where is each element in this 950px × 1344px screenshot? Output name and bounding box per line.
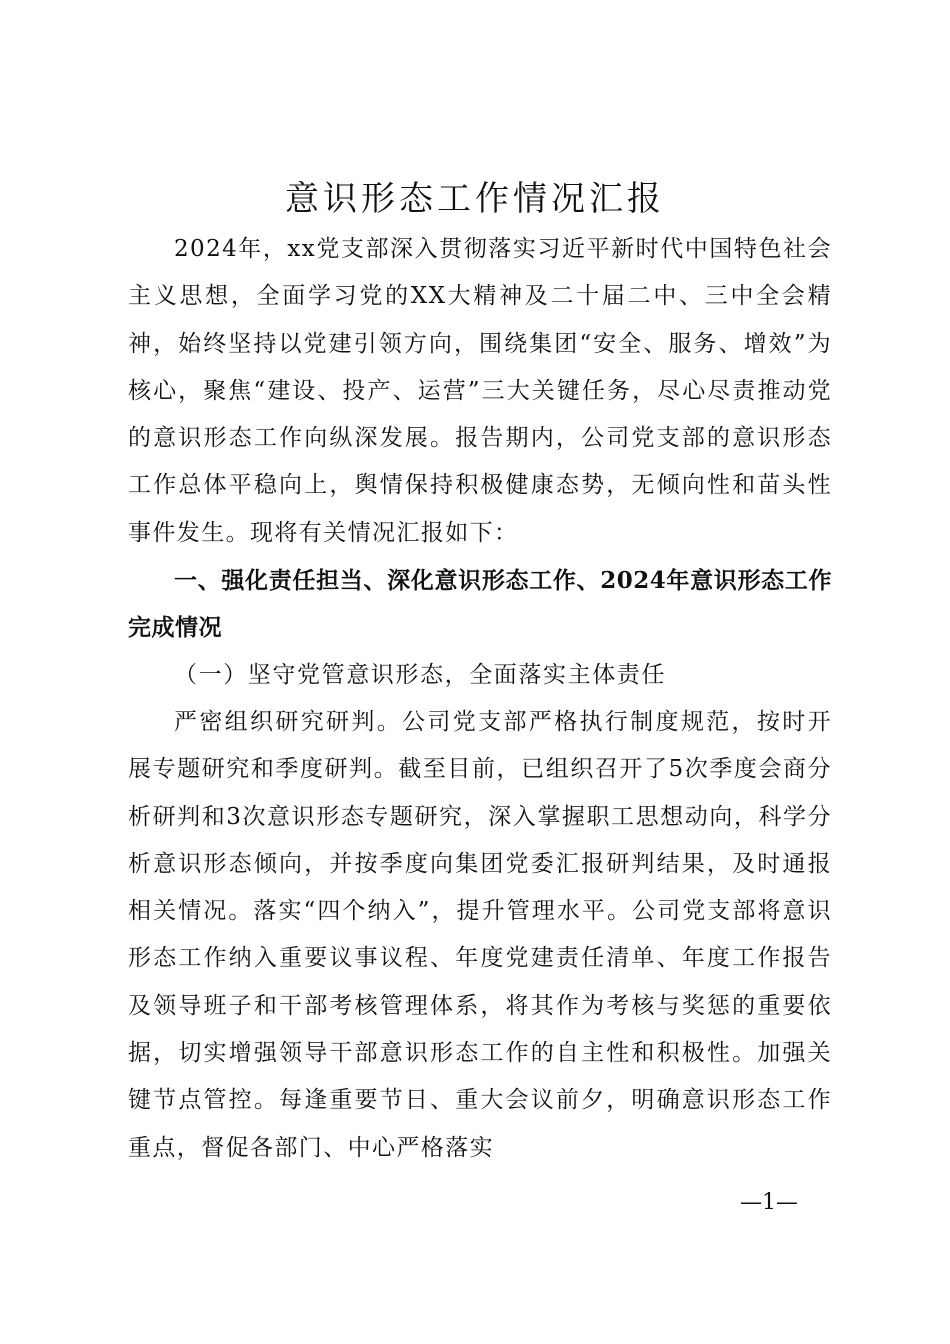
- document-title: 意识形态工作情况汇报: [285, 179, 665, 219]
- document-body: [128, 226, 832, 1172]
- section-heading: 一、强化责任担当、深化意识形态工作、2024年意识形态工作完成情况: [128, 567, 832, 642]
- subsection-heading: （一）坚守党管意识形态，全面落实主体责任: [174, 661, 666, 688]
- subsection-paragraph: 严密组织研究研判。公司党支部严格执行制度规范，按时开展专题研究和季度研判。截至目前，已组织召开了5次季度会商分析研判和3次意识形态专题研究，深入掌握职工思想动向，科学分析意识形态倾向，并按季度向集团党委汇报研判结果，及时通报相关情况。落实“四个纳入”，提升管理水平。公司党支部将意识形态工作纳入重要议事议程、年度党建责任清单、年度工作报告及领导班子和干部考核管理体系，将其作为考核与奖惩的重要依据，切实增强领导干部意识形态工作的自主性和积极性。加强关键节点管控。每逢重要节日、重大会议前夕，明确意识形态工作重点，督促各部门、中心严格落实: [128, 708, 832, 1161]
- intro-paragraph: 2024年，xx党支部深入贯彻落实习近平新时代中国特色社会主义思想，全面学习党的XX大精神及二十届二中、三中全会精神，始终坚持以党建引领方向，围绕集团“安全、服务、增效”为核心，聚焦“建设、投产、运营”三大关键任务，尽心尽责推动党的意识形态工作向纵深发展。报告期内，公司党支部的意识形态工作总体平稳向上，舆情保持积极健康态势，无倾向性和苗头性事件发生。现将有关情况汇报如下：: [128, 236, 832, 546]
- page-number: —1—: [740, 1190, 798, 1215]
